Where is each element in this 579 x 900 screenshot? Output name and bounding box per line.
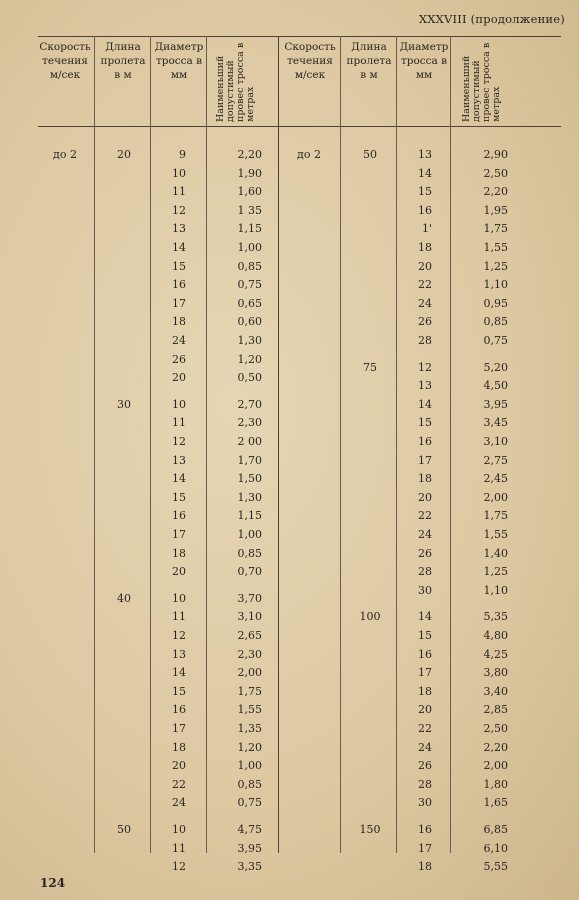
table-continuation-header: XXXVIII (продолжение) [418,12,565,26]
cell-diameter: 16 [172,509,186,523]
cell-diameter: 16 [418,823,432,836]
column-divider [94,36,95,853]
cell-sag: 1,20 [237,740,262,754]
cell-sag: 0,85 [237,546,262,560]
cell-span: 20 [117,148,131,161]
cell-sag: 3,40 [483,684,508,698]
column-divider [340,36,341,853]
cell-diameter: 15 [418,185,432,199]
cell-diameter: 9 [179,148,186,161]
cell-diameter: 16 [418,647,432,661]
cell-sag: 2,45 [483,472,508,486]
header-span-left: Длина пролета в м [100,41,146,81]
cell-diameter: 16 [418,203,432,217]
cell-diameter: 12 [172,203,186,217]
cell-diameter: 16 [418,435,432,448]
header-speed-left: Скорость течения м/сек [39,41,91,81]
cell-diameter: 15 [172,684,186,698]
cell-diameter: 14 [172,241,186,254]
cell-speed: до 2 [297,148,321,161]
cell-diameter: 13 [418,379,432,393]
cell-sag: 1,00 [237,241,262,254]
cell-diameter: 17 [418,666,432,680]
cell-diameter: 28 [418,565,432,579]
cell-diameter: 14 [418,397,432,411]
cell-diameter: 18 [418,241,432,254]
cell-sag: 3,10 [237,610,262,624]
cell-sag: 1,30 [237,490,262,504]
cell-diameter: 20 [418,490,432,504]
cell-sag: 0,65 [237,296,262,310]
cell-sag: 4,75 [237,823,262,836]
cell-sag: 1,00 [237,528,262,541]
cell-sag: 5,35 [483,610,508,624]
cell-diameter: 22 [418,722,432,735]
cell-diameter: 28 [418,334,432,347]
cell-sag: 4,25 [483,647,508,661]
cell-sag: 0,95 [483,296,508,310]
cell-sag: 3,70 [237,591,262,605]
header-diameter-right: Диаметр тросса в мм [399,41,449,81]
cell-sag: 0,85 [483,315,508,329]
cell-sag: 2,00 [483,490,508,504]
cell-sag: 2,50 [483,722,508,735]
cell-diameter: 12 [418,360,432,374]
cell-diameter: 11 [172,610,186,624]
cell-sag: 1,20 [237,352,262,366]
cell-diameter: 10 [172,166,186,180]
cell-span: 50 [363,148,377,161]
cell-diameter: 12 [172,860,186,874]
cell-diameter: 28 [418,777,432,791]
cell-diameter: 15 [418,416,432,430]
cell-span: 150 [359,823,381,836]
page-number: 124 [40,876,66,890]
cell-span: 40 [117,591,131,605]
header-sag-right: Наименьший допустимый провес тросса в метрах [461,42,502,122]
cell-sag: 0,85 [237,777,262,791]
cell-sag: 3,95 [237,841,262,855]
cell-sag: 1 35 [237,203,262,217]
cell-sag: 2,50 [483,166,508,180]
cell-diameter: 12 [172,629,186,642]
cell-sag: 0,50 [237,371,262,385]
cell-diameter: 14 [172,472,186,486]
cell-sag: 1,25 [483,565,508,579]
cell-sag: 5,55 [483,860,508,874]
cell-sag: 1,10 [483,278,508,292]
cell-diameter: 14 [172,666,186,680]
cell-diameter: 26 [418,759,432,773]
table-top-border [38,36,561,37]
cell-span: 100 [359,610,381,624]
cell-sag: 1,40 [483,546,508,560]
cell-span: 75 [363,360,377,374]
cell-diameter: 30 [418,583,432,597]
cell-sag: 0,75 [237,796,262,810]
cell-diameter: 18 [172,315,186,329]
cell-sag: 1,80 [483,777,508,791]
cell-diameter: 16 [172,703,186,717]
cell-diameter: 24 [418,296,432,310]
cell-sag: 2,85 [483,703,508,717]
cell-sag: 1,15 [237,222,262,236]
center-divider [278,36,279,853]
cell-diameter: 30 [418,796,432,810]
column-divider [450,36,451,853]
cell-sag: 3,10 [483,435,508,448]
cell-diameter: 18 [418,472,432,486]
cell-sag: 1,90 [237,166,262,180]
cell-diameter: 26 [172,352,186,366]
cell-sag: 1,55 [483,241,508,254]
cell-sag: 1,60 [237,185,262,199]
cell-sag: 1,00 [237,759,262,773]
cell-sag: 1,75 [483,509,508,523]
cell-sag: 2 00 [237,435,262,448]
cell-diameter: 16 [172,278,186,292]
cell-diameter: 26 [418,315,432,329]
cell-sag: 2,65 [237,629,262,642]
cell-diameter: 18 [172,740,186,754]
cell-sag: 1,65 [483,796,508,810]
cell-sag: 1,10 [483,583,508,597]
cell-sag: 2,00 [237,666,262,680]
cell-diameter: 26 [418,546,432,560]
cell-diameter: 13 [418,148,432,161]
cell-diameter: 17 [172,722,186,735]
cell-diameter: 24 [172,334,186,347]
cell-span: 50 [117,823,131,836]
cell-speed: до 2 [53,148,77,161]
cell-diameter: 14 [418,610,432,624]
cell-sag: 2,20 [237,148,262,161]
cell-diameter: 18 [172,546,186,560]
cell-diameter: 22 [418,509,432,523]
header-bottom-border [38,126,561,127]
cell-diameter: 18 [418,860,432,874]
cell-sag: 5,20 [483,360,508,374]
cell-diameter: 20 [172,565,186,579]
header-speed-right: Скорость течения м/сек [284,41,336,81]
cell-diameter: 11 [172,185,186,199]
cell-diameter: 15 [172,490,186,504]
cell-diameter: 17 [172,296,186,310]
cell-sag: 1,95 [483,203,508,217]
cell-sag: 1,55 [483,528,508,541]
cell-diameter: 13 [172,222,186,236]
cell-diameter: 14 [418,166,432,180]
cell-sag: 0,75 [483,334,508,347]
cell-sag: 4,80 [483,629,508,642]
cell-diameter: 15 [418,629,432,642]
cell-diameter: 11 [172,416,186,430]
cell-sag: 2,90 [483,148,508,161]
cell-sag: 2,30 [237,647,262,661]
cell-diameter: 10 [172,591,186,605]
cell-diameter: 24 [172,796,186,810]
cell-diameter: 10 [172,397,186,411]
cell-diameter: 1' [421,222,432,236]
cell-diameter: 24 [418,528,432,541]
cell-sag: 2,00 [483,759,508,773]
cell-sag: 3,95 [483,397,508,411]
cell-sag: 1,70 [237,453,262,467]
cell-diameter: 13 [172,647,186,661]
cell-sag: 0,75 [237,278,262,292]
cell-diameter: 20 [172,759,186,773]
cell-sag: 6,10 [483,841,508,855]
cell-diameter: 17 [418,453,432,467]
cell-diameter: 22 [418,278,432,292]
cell-sag: 6,85 [483,823,508,836]
cell-sag: 2,20 [483,185,508,199]
cell-diameter: 17 [418,841,432,855]
cell-diameter: 20 [418,703,432,717]
cell-diameter: 12 [172,435,186,448]
cell-sag: 3,35 [237,860,262,874]
cell-diameter: 22 [172,777,186,791]
cell-sag: 0,60 [237,315,262,329]
header-span-right: Длина пролета в м [346,41,392,81]
cell-sag: 1,35 [237,722,262,735]
cell-sag: 1,25 [483,259,508,273]
cell-sag: 1,30 [237,334,262,347]
cell-sag: 4,50 [483,379,508,393]
cell-span: 30 [117,397,131,411]
header-diameter-left: Диаметр тросса в мм [154,41,204,81]
header-sag-left: Наименьший допустимый провес тросса в метрах [215,42,256,122]
cell-sag: 3,45 [483,416,508,430]
cell-diameter: 11 [172,841,186,855]
cell-sag: 2,70 [237,397,262,411]
cell-sag: 2,75 [483,453,508,467]
cell-sag: 1,15 [237,509,262,523]
cell-diameter: 15 [172,259,186,273]
cell-diameter: 18 [418,684,432,698]
cell-sag: 1,50 [237,472,262,486]
cell-sag: 3,80 [483,666,508,680]
cell-diameter: 20 [172,371,186,385]
cell-sag: 2,20 [483,740,508,754]
cell-diameter: 13 [172,453,186,467]
cell-sag: 2,30 [237,416,262,430]
cell-sag: 0,85 [237,259,262,273]
cell-diameter: 17 [172,528,186,541]
cell-sag: 0,70 [237,565,262,579]
cell-sag: 1,55 [237,703,262,717]
cell-diameter: 20 [418,259,432,273]
column-divider [206,36,207,853]
cell-sag: 1,75 [483,222,508,236]
cell-diameter: 24 [418,740,432,754]
cell-diameter: 10 [172,823,186,836]
cell-sag: 1,75 [237,684,262,698]
